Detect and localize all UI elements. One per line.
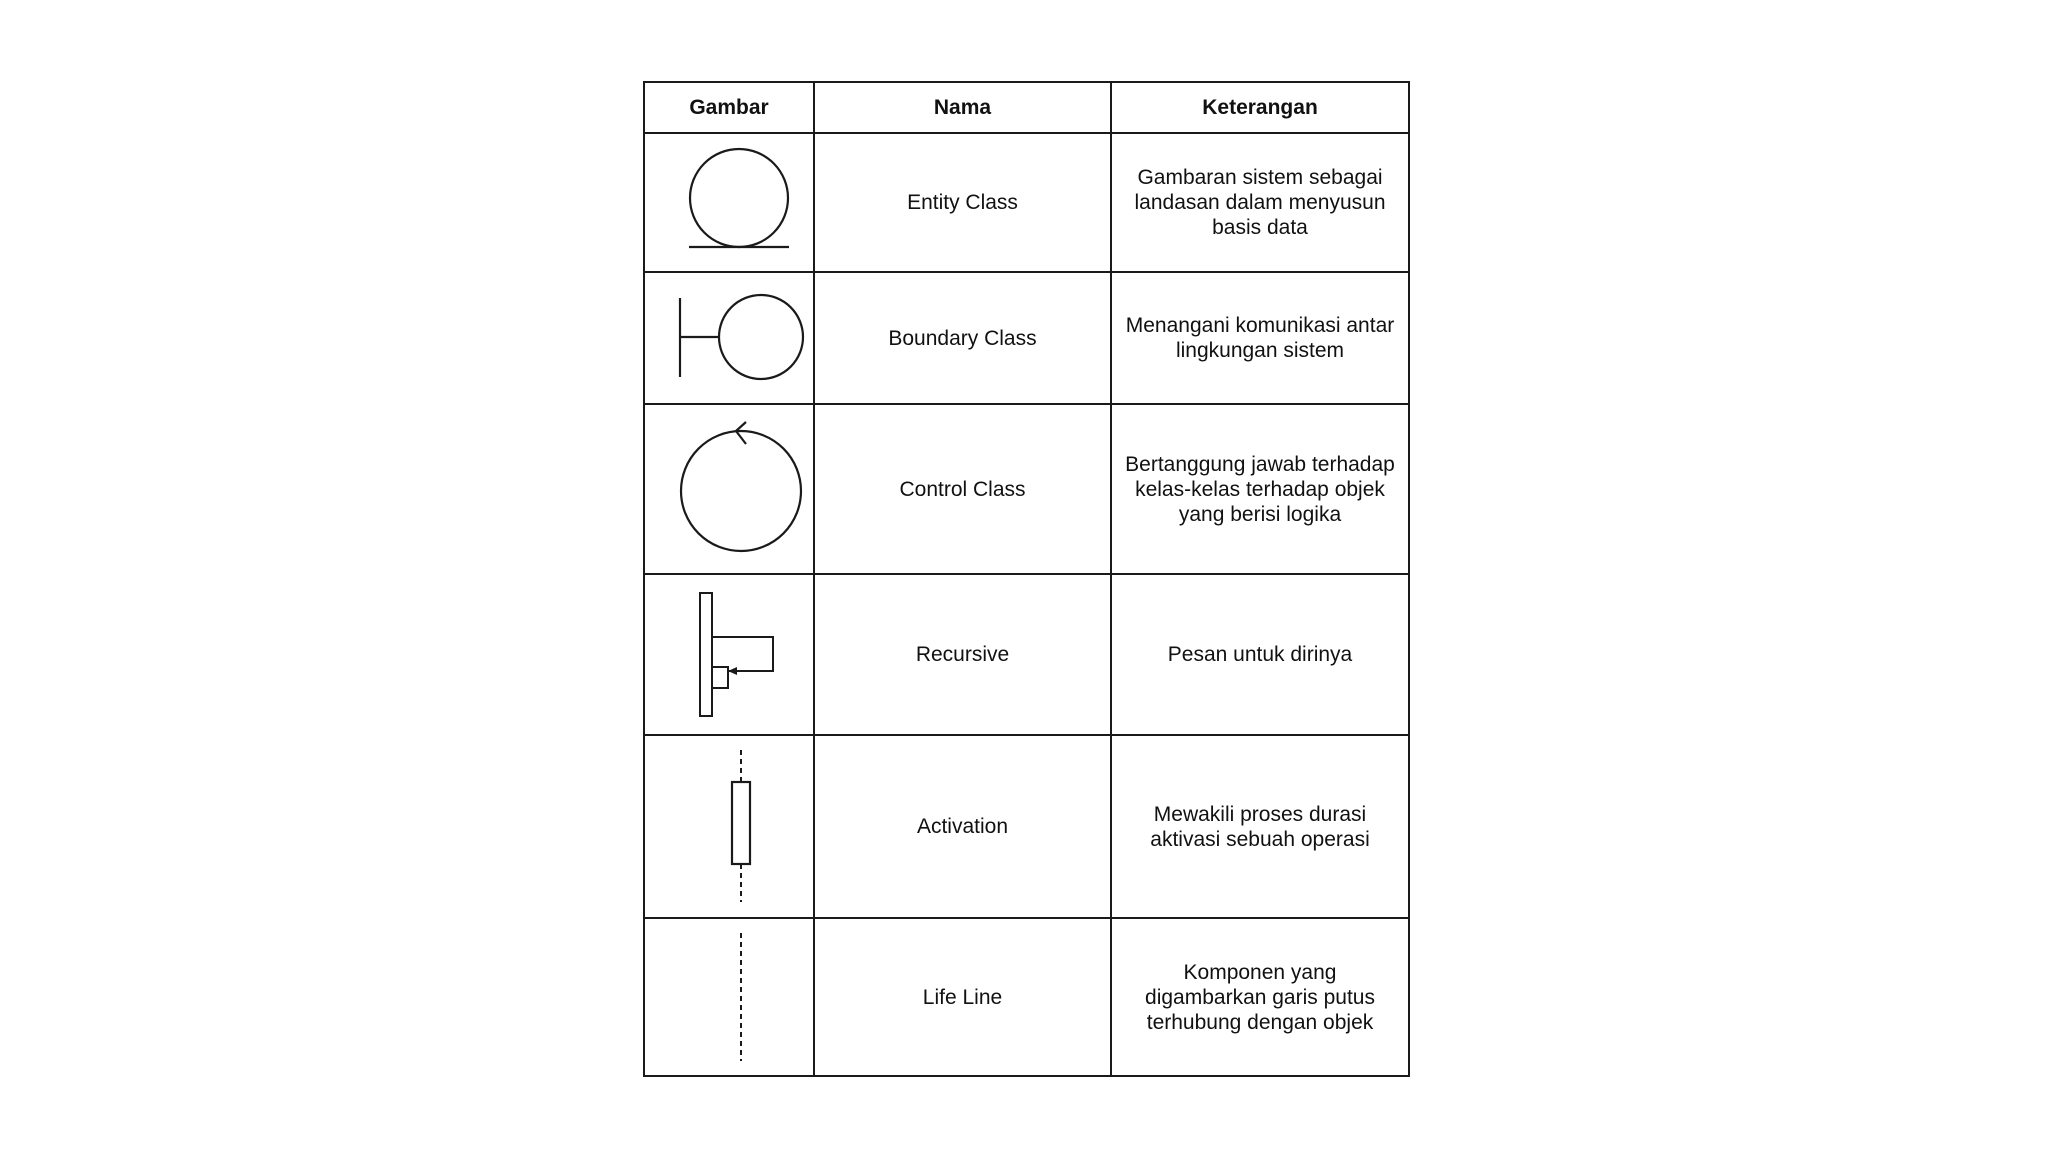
life-line-icon [657, 919, 827, 1075]
name-cell: Recursive [814, 574, 1111, 735]
description-cell [1111, 918, 1409, 1076]
image-cell [644, 133, 814, 272]
activation-icon [657, 736, 827, 917]
image-cell [644, 272, 814, 404]
image-cell [644, 735, 814, 918]
header-nama: Nama [814, 82, 1111, 133]
image-cell [644, 574, 814, 735]
description-cell [1111, 735, 1409, 918]
recursive-message-icon [657, 575, 827, 734]
image-cell [644, 918, 814, 1076]
description-text: Mewakili proses durasi aktivasi sebuah operasi [1150, 802, 1370, 851]
description-cell [1111, 574, 1409, 735]
image-cell [644, 404, 814, 574]
description-text: Menangani komunikasi antar lingkungan sistem [1125, 314, 1395, 362]
description-text: Gambaran sistem sebagai landasan dalam menyusun basis data [1134, 166, 1386, 239]
name-cell: Control Class [814, 404, 1111, 574]
name-cell: Activation [814, 735, 1111, 918]
table-row [644, 735, 1409, 918]
sequence-diagram-notation-table [643, 81, 1410, 1077]
description-text: Pesan untuk dirinya [1167, 643, 1353, 666]
header-gambar: Gambar [644, 82, 814, 133]
description-cell [1111, 133, 1409, 272]
notation-table-container [643, 81, 1410, 1077]
boundary-class-icon [657, 273, 827, 403]
name-cell: Entity Class [814, 133, 1111, 272]
description-cell [1111, 272, 1409, 404]
table-row [644, 574, 1409, 735]
table-row [644, 133, 1409, 272]
control-class-icon [657, 405, 827, 573]
entity-class-icon [657, 134, 827, 271]
table-row [644, 272, 1409, 404]
table-row [644, 918, 1409, 1076]
description-cell [1111, 404, 1409, 574]
name-cell: Boundary Class [814, 272, 1111, 404]
name-cell: Life Line [814, 918, 1111, 1076]
header-keterangan: Keterangan [1111, 82, 1409, 133]
description-text: Bertanggung jawab terhadap kelas-kelas terhadap objek yang berisi logika [1125, 452, 1395, 526]
description-text: Komponen yang digambarkan garis putus terhubung dengan objek [1145, 960, 1375, 1034]
table-header-row [644, 82, 1409, 133]
table-row [644, 404, 1409, 574]
